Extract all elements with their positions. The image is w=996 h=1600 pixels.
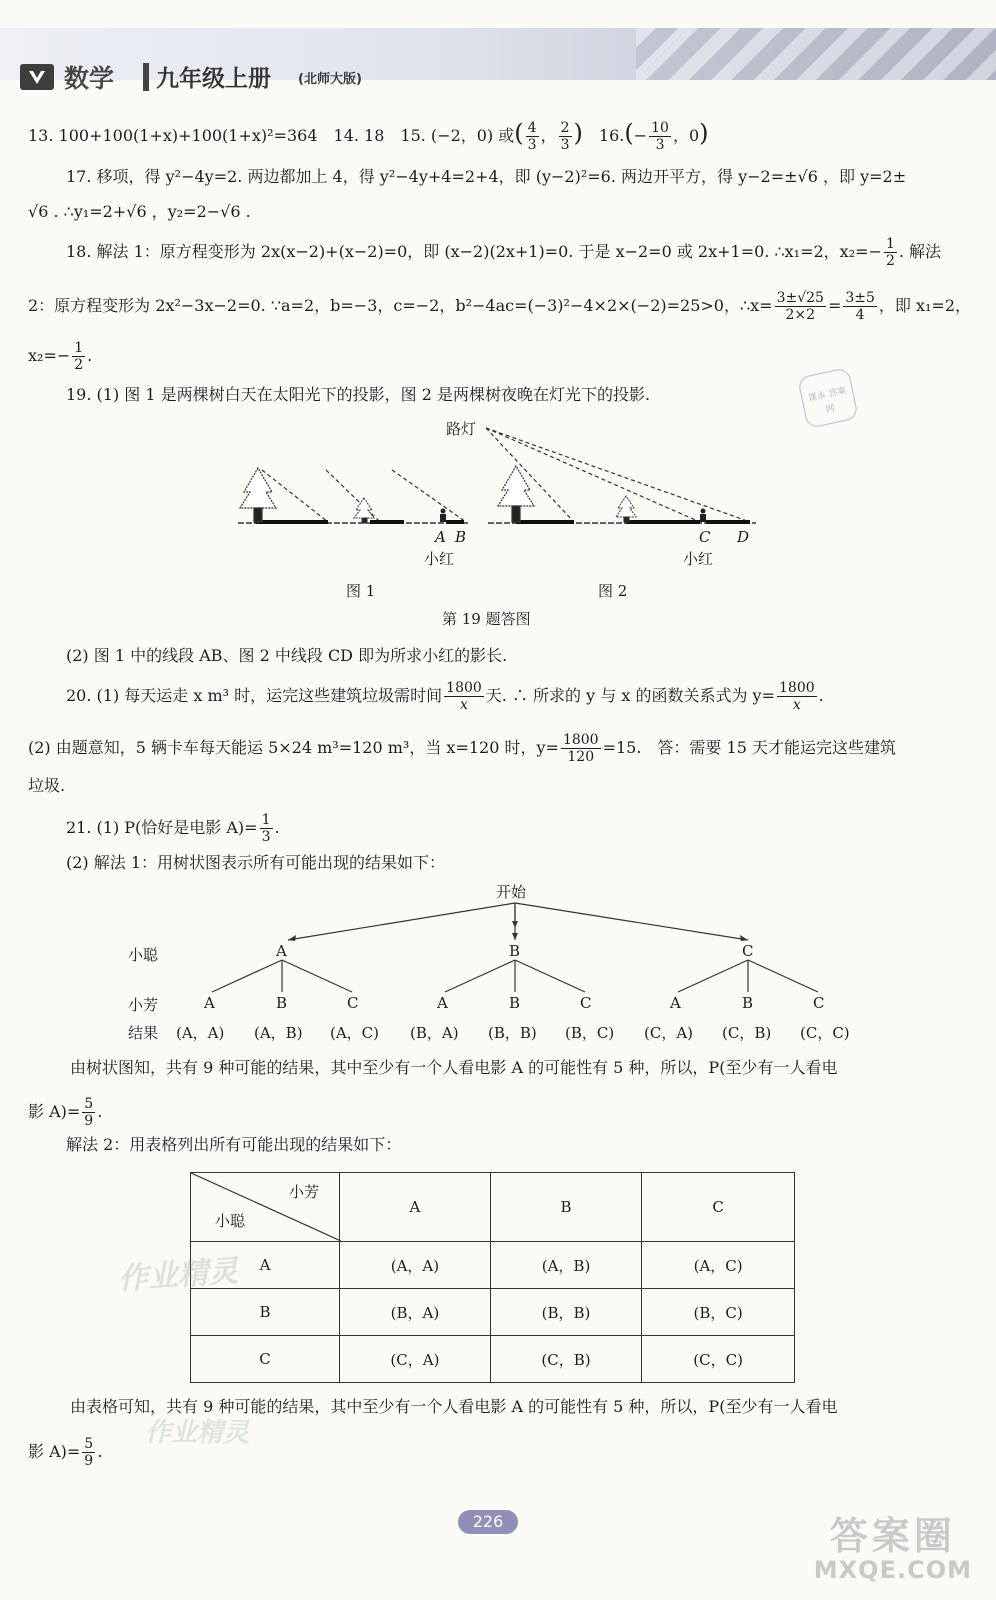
point-d: D xyxy=(737,528,750,546)
tree-leaf: C xyxy=(580,994,592,1012)
conclusion-2: 由表格可知，共有 9 种可能的结果，其中至少有一个人看电影 A 的可能性有 5 种，所以，P(至少有一人看电 xyxy=(70,1397,838,1416)
point-a: A xyxy=(435,528,446,546)
table-row xyxy=(191,1242,795,1289)
col-header: C xyxy=(642,1173,795,1242)
tree-result: (A，B) xyxy=(254,1024,303,1042)
tree-result: (B，A) xyxy=(410,1024,459,1042)
table-cell: (B，B) xyxy=(490,1289,641,1336)
tree-leaf: B xyxy=(742,994,754,1012)
tree-result: (A，A) xyxy=(176,1024,225,1042)
subject-title: 数学 xyxy=(64,64,115,93)
table-cell: (B，A) xyxy=(340,1289,491,1336)
tree-node-c: C xyxy=(742,942,754,960)
tree-result: (B，B) xyxy=(488,1024,537,1042)
tree-result: (C，A) xyxy=(644,1024,694,1042)
tree-leaf: B xyxy=(509,994,521,1012)
conclusion-2b: 影 A)= $\frac{5}{9}$ . xyxy=(28,1436,103,1469)
table-cell: (C，A) xyxy=(340,1336,491,1383)
tree-node-b: B xyxy=(509,942,521,960)
table-row xyxy=(191,1336,795,1383)
tree-row2-label: 小芳 xyxy=(128,996,159,1014)
tree-result: (B，C) xyxy=(565,1024,615,1042)
watermark-stamp: 作业精灵 xyxy=(145,1418,250,1448)
results-table xyxy=(190,1172,795,1383)
seal-stamp: 课本 答案 网 xyxy=(797,367,859,429)
row-header: C xyxy=(191,1336,340,1383)
conclusion-1b: 影 A)= $\frac{5}{9}$ . xyxy=(28,1096,103,1129)
edition-label: (北师大版) xyxy=(298,72,362,87)
answer-20-line2: (2) 由题意知，5 辆卡车每天能运 5×24 m³=120 m³，当 x=120 时，y= $\frac{1800}{120}$ =15. 答：需要 15 天才能运完这些建筑 xyxy=(28,732,896,765)
col-header: A xyxy=(340,1173,491,1242)
answer-13-16: 13. 100+100(1+x)+100(1+x)²=364 14. 18 15. (−2，0) 或( $\frac{4}{3}$ ， $\frac{2}{3}$ ) 16.(− $\frac{10}{3}$ ，0) xyxy=(28,119,709,153)
page-number: 226 xyxy=(458,1510,518,1534)
row-header: A xyxy=(191,1242,340,1289)
fig1-caption: 图 1 xyxy=(346,582,376,600)
girl-label-1: 小红 xyxy=(424,550,455,568)
tree-leaf: A xyxy=(437,994,448,1012)
answer-18-line2: 2：原方程变形为 2x²−3x−2=0. ∵a=2，b=−3，c=−2，b²−4ac=(−3)²−4×2×(−2)=25>0，∴x= $\frac{3\pm√25}{2\times 2}$ = $\frac{3\pm 5}{4}$ ，即 x₁=2， xyxy=(28,290,972,323)
answer-17-line1: 17. 移项，得 y²−4y=2. 两边都加上 4，得 y²−4y+4=2+4，即 (y−2)²=6. 两边开平方，得 y−2=±√6 ，即 y=2± xyxy=(66,167,907,186)
table-cell: (B，C) xyxy=(642,1289,795,1336)
table-cell: (C，C) xyxy=(642,1336,795,1383)
tree-root: 开始 xyxy=(496,883,527,901)
point-b: B xyxy=(455,528,467,546)
site-watermark: 答案圈 MXQE.COM xyxy=(813,1514,972,1584)
tree-leaf: A xyxy=(204,994,215,1012)
lamp-label: 路灯 xyxy=(446,420,477,438)
table-cell: (A，C) xyxy=(642,1242,795,1289)
point-c: C xyxy=(699,528,711,546)
tree-node-a: A xyxy=(276,942,287,960)
answer-19-line2: (2) 图 1 中的线段 AB、图 2 中线段 CD 即为所求小红的影长. xyxy=(66,646,508,665)
method-2: 解法 2：用表格列出所有可能出现的结果如下： xyxy=(66,1135,402,1154)
tree-result: (C，B) xyxy=(722,1024,772,1042)
answer-18-line3: x₂=− $\frac{1}{2}$ . xyxy=(28,340,93,373)
grade-title: 九年级上册 xyxy=(156,66,271,92)
tree-leaf: B xyxy=(276,994,288,1012)
watermark-stamp: 作业精灵 xyxy=(117,1253,240,1298)
tree-leaf: C xyxy=(347,994,359,1012)
answer-17-line2: √6 . ∴y₁=2+√6 ，y₂=2−√6 . xyxy=(28,202,251,221)
tree-leaf: C xyxy=(813,994,825,1012)
table-corner: 小芳 小聪 xyxy=(191,1173,340,1242)
answer-19-line1: 19. (1) 图 1 是两棵树白天在太阳光下的投影，图 2 是两棵树夜晚在灯光下的投影. xyxy=(66,385,651,404)
answer-18-line1: 18. 解法 1：原方程变形为 2x(x−2)+(x−2)=0，即 (x−2)(2x+1)=0. 于是 x−2=0 或 2x+1=0. ∴x₁=2，x₂=− $\frac{1}{2}$ . 解法 xyxy=(66,236,942,269)
row-header: B xyxy=(191,1289,340,1336)
col-header: B xyxy=(490,1173,641,1242)
table-cell: (A，A) xyxy=(340,1242,491,1289)
table-cell: (A，B) xyxy=(490,1242,641,1289)
figure-caption: 第 19 题答图 xyxy=(442,610,531,628)
girl-label-2: 小红 xyxy=(683,550,714,568)
conclusion-1: 由树状图知，共有 9 种可能的结果，其中至少有一个人看电影 A 的可能性有 5 种，所以，P(至少有一人看电 xyxy=(70,1058,838,1077)
answer-20-line3: 垃圾. xyxy=(28,776,66,795)
table-row xyxy=(191,1289,795,1336)
fig2-caption: 图 2 xyxy=(598,582,628,600)
answer-21-line2: (2) 解法 1：用树状图表示所有可能出现的结果如下： xyxy=(66,853,446,872)
answer-20-line1: 20. (1) 每天运走 x m³ 时，运完这些建筑垃圾需时间 $\frac{1800}{x}$ 天. ∴ 所求的 y 与 x 的函数关系式为 y= $\frac{1800}{x}$ . xyxy=(66,680,824,713)
tree-leaf: A xyxy=(670,994,681,1012)
tree-result: (A，C) xyxy=(330,1024,380,1042)
answer-21-line1: 21. (1) P(恰好是电影 A)= $\frac{1}{3}$ . xyxy=(66,812,280,845)
tree-row1-label: 小聪 xyxy=(128,946,159,964)
tree-row3-label: 结果 xyxy=(128,1024,159,1042)
tree-result: (C，C) xyxy=(800,1024,850,1042)
table-cell: (C，B) xyxy=(490,1336,641,1383)
